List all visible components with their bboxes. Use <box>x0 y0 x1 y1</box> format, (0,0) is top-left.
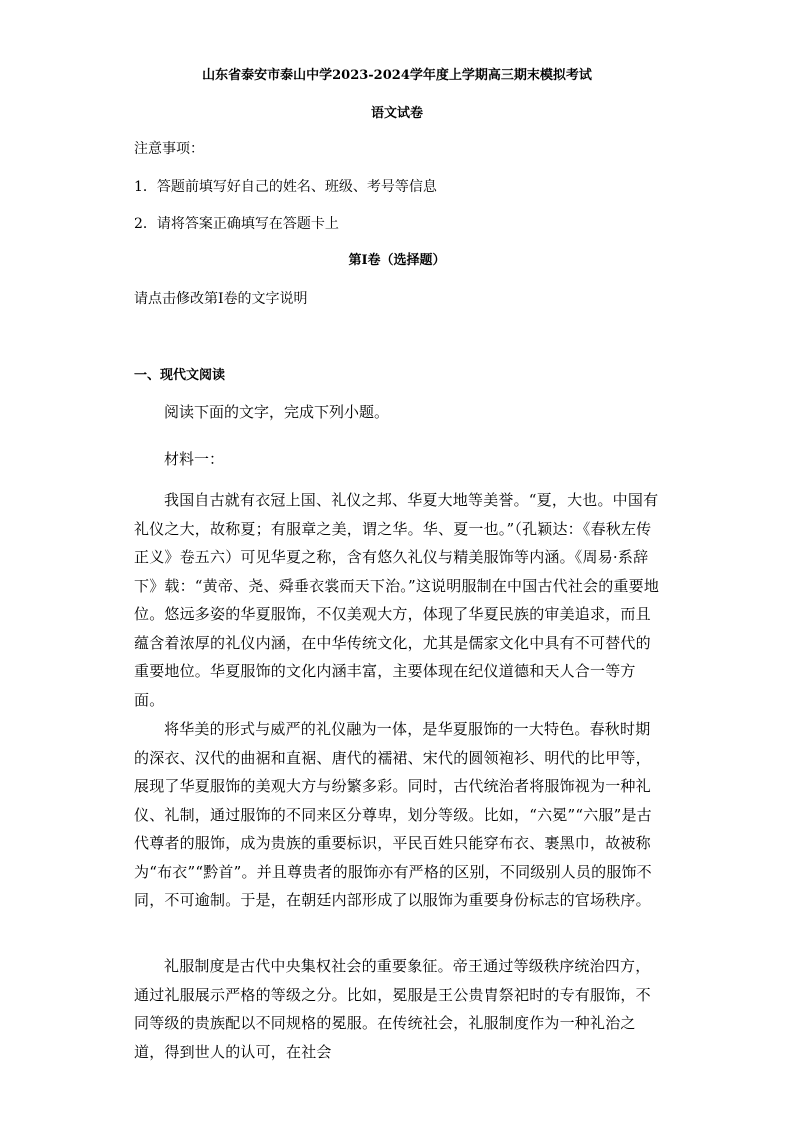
paragraph: 我国自古就有衣冠上国、礼仪之邦、华夏大地等美誉。“夏，大也。中国有礼仪之大，故称夏；有服章之美，谓之华。华、夏一也。”（孔颖达：《春秋左传正义》卷五六）可见华夏之称，含有悠久礼仪与精美服饰等内涵。《周易·系辞下》载：“黄帝、尧、舜垂衣裳而天下治。”这说明服制在中国古代社会的重要地位。悠远多姿的华夏服饰，不仅美观大方，体现了华夏民族的审美追求，而且蕴含着浓厚的礼仪内涵，在中华传统文化，尤其是儒家文化中具有不可替代的重要地位。华夏服饰的文化内涵丰富，主要体现在纪仪道德和天人合一等方面。 <box>134 491 660 709</box>
material-label: 材料一： <box>164 450 225 468</box>
notice-item-1: 1．答题前填写好自己的姓名、班级、考号等信息 <box>134 179 437 195</box>
paragraph: 礼服制度是古代中央集权社会的重要象征。帝王通过等级秩序统治四方，通过礼服展示严格的等级之分。比如，冕服是王公贵胄祭祀时的专有服饰，不同等级的贵族配以不同规格的冕服。在传统社会，礼服制度作为一种礼治之道，得到世人的认可，在社会 <box>134 957 651 1061</box>
part-note: 请点击修改第I卷的文字说明 <box>134 291 308 307</box>
exam-subtitle: 语文试卷 <box>370 106 423 121</box>
exam-title: 山东省泰安市泰山中学2023-2024学年度上学期高三期末模拟考试 <box>202 68 592 83</box>
paragraph: 将华美的形式与威严的礼仪融为一体，是华夏服饰的一大特色。春秋时期的深衣、汉代的曲裾和直裾、唐代的襦裙、宋代的圆领袍衫、明代的比甲等，展现了华夏服饰的美观大方与纷繁多彩。同时，古代统治者将服饰视为一种礼仪、礼制，通过服饰的不同来区分尊卑，划分等级。比如，“六冕”“六服”是古代尊者的服饰，成为贵族的重要标识，平民百姓只能穿布衣、裹黑巾，故被称为“布衣”“黔首”。并且尊贵者的服饰亦有严格的区别，不同级别人员的服饰不同，不可逾制。于是，在朝廷内部形成了以服饰为重要身份标志的官场秩序。 <box>134 720 652 909</box>
notice-item-2: 2．请将答案正确填写在答题卡上 <box>134 216 339 232</box>
reading-instruction: 阅读下面的文字，完成下列小题。 <box>164 403 390 421</box>
notice-heading: 注意事项： <box>134 141 204 157</box>
section-heading: 一、现代文阅读 <box>134 368 226 383</box>
part-title: 第I卷（选择题） <box>348 253 446 268</box>
